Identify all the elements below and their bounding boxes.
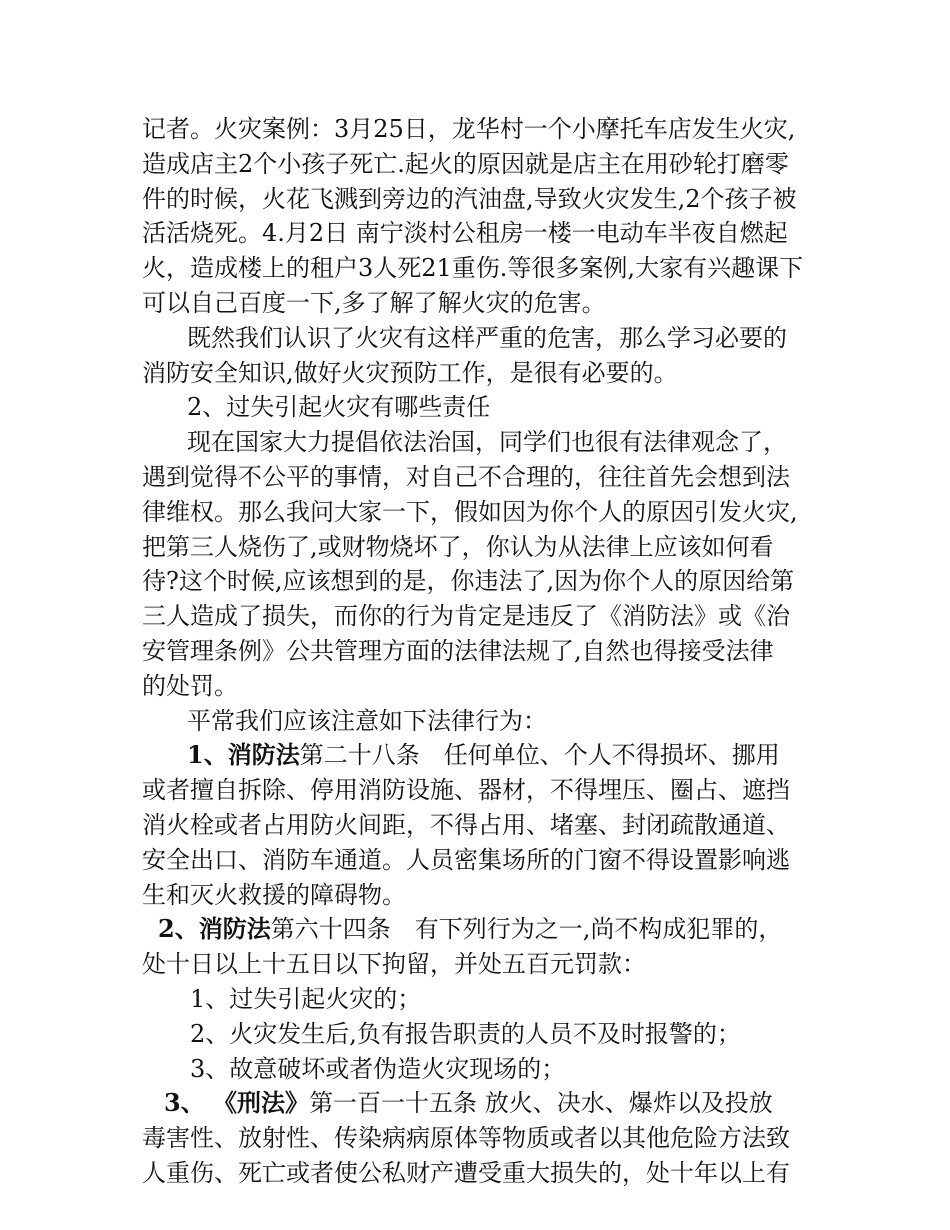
text-line: 火，造成楼上的租户3人死21重伤.等很多案例,大家有兴趣课下 <box>142 254 804 283</box>
text-line: 件的时候，火花飞溅到旁边的汽油盘,导致火灾发生,2个孩子被 <box>142 184 797 213</box>
text-line: 人重伤、死亡或者使公私财产遭受重大损失的，处十年以上有 <box>142 1158 790 1187</box>
text-line: 消火栓或者占用防火间距，不得占用、堵塞、封闭疏散通道、 <box>142 810 790 839</box>
text-line: 遇到觉得不公平的事情，对自己不合理的，往往首先会想到法 <box>142 462 790 491</box>
text-line: 可以自己百度一下,多了解了解火灾的危害。 <box>142 288 606 317</box>
text-line: 或者擅自拆除、停用消防设施、器材，不得埋压、圈占、遮挡 <box>142 776 790 805</box>
paragraph-start: 现在国家大力提倡依法治国，同学们也很有法律观念了， <box>187 428 787 457</box>
text-line: 三人造成了损失，而你的行为肯定是违反了《消防法》或《治 <box>142 602 790 631</box>
law-text: 第一百一十五条 放火、决水、爆炸以及投放 <box>309 1089 773 1118</box>
text-line: 处十日以上十五日以下拘留，并处五百元罚款： <box>142 950 646 979</box>
sub-item: 1、过失引起火灾的； <box>190 984 422 1013</box>
text-line: 安管理条例》公共管理方面的法律法规了,自然也得接受法律 <box>142 636 774 665</box>
text-line: 的处罚。 <box>142 671 238 700</box>
document-body <box>142 112 832 1191</box>
law-item-2 <box>142 912 832 947</box>
sub-item: 2、火灾发生后,负有报告职责的人员不及时报警的； <box>190 1019 741 1048</box>
text-line: 把第三人烧伤了,或财物烧坏了，你认为从法律上应该如何看 <box>142 532 774 561</box>
paragraph-start: 平常我们应该注意如下法律行为： <box>187 706 547 735</box>
sub-item: 3、故意破坏或者伪造火灾现场的； <box>190 1054 566 1083</box>
text-line: 造成店主2个小孩子死亡.起火的原因就是店主在用砂轮打磨零 <box>142 149 789 178</box>
law-name: 2、消防法 <box>158 914 271 944</box>
section-heading: 2、过失引起火灾有哪些责任 <box>187 393 491 422</box>
paragraph-start: 既然我们认识了火灾有这样严重的危害，那么学习必要的 <box>187 323 787 352</box>
text-line: 毒害性、放射性、传染病病原体等物质或者以其他危险方法致 <box>142 1124 790 1153</box>
law-name: 1、消防法 <box>187 740 300 770</box>
law-text: 第六十四条 有下列行为之一,尚不构成犯罪的， <box>270 915 783 944</box>
text-line: 生和灭火救援的障碍物。 <box>142 880 406 909</box>
text-line: 活活烧死。4.月2日 南宁淡村公租房一楼一电动车半夜自燃起 <box>142 219 788 248</box>
law-name: 3、 《刑法》 <box>164 1088 310 1118</box>
law-item-1 <box>142 738 832 773</box>
law-item-3 <box>142 1086 832 1121</box>
text-line: 消防安全知识,做好火灾预防工作，是很有必要的。 <box>142 358 678 387</box>
law-text: 第二十八条 任何单位、个人不得损坏、挪用 <box>299 741 780 770</box>
text-line: 记者。火灾案例：3月25日，龙华村一个小摩托车店发生火灾, <box>142 115 796 143</box>
text-line: 安全出口、消防车通道。人员密集场所的门窗不得设置影响逃 <box>142 845 790 874</box>
text-line: 待?这个时候,应该想到的是，你违法了,因为你个人的原因给第 <box>142 567 795 596</box>
text-line: 律维权。那么我问大家一下，假如因为你个人的原因引发火灾, <box>142 497 798 526</box>
